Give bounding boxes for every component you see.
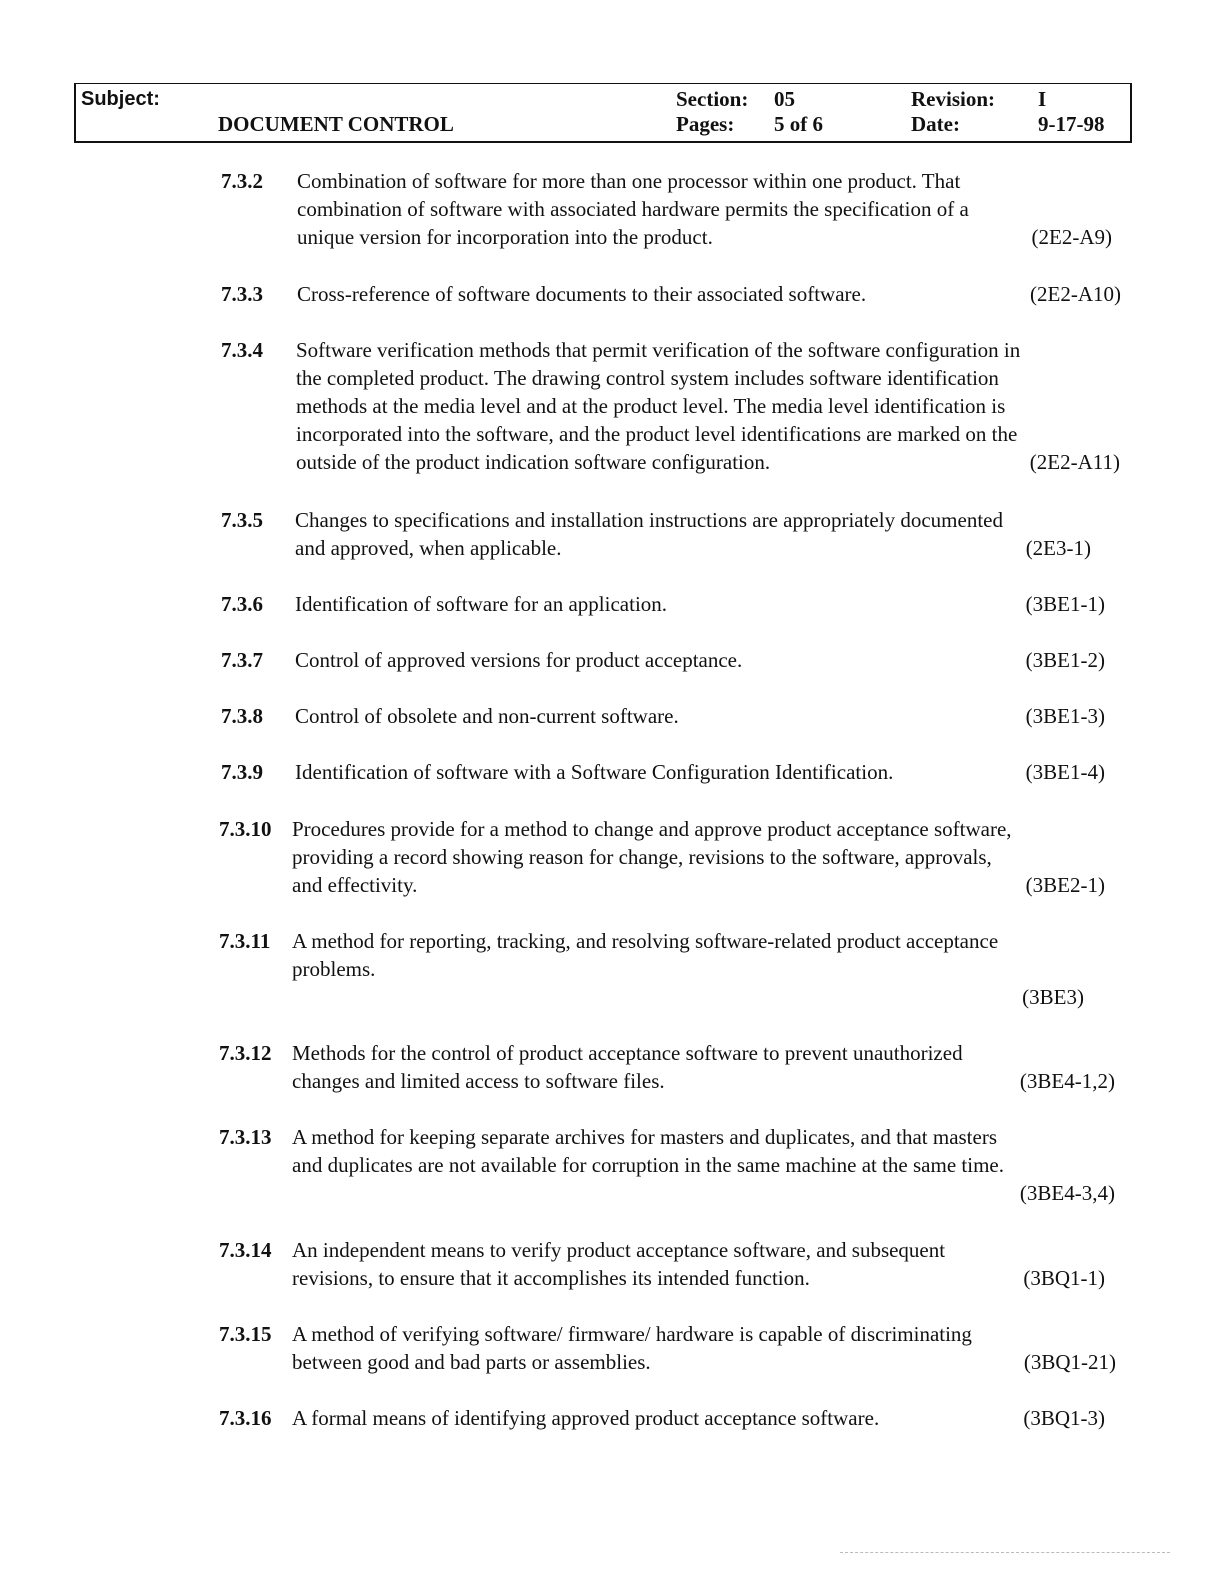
date-value: 9-17-98 xyxy=(1038,112,1105,136)
item-number: 7.3.8 xyxy=(221,704,263,728)
item-reference: (3BE4-1,2) xyxy=(1019,1069,1115,1093)
item-text-line: combination of software with associated hardware permits the specification of a xyxy=(297,197,969,221)
item-text-line: Methods for the control of product acceptance software to prevent unauthorized xyxy=(292,1041,963,1065)
item-text-line: Control of approved versions for product acceptance. xyxy=(295,648,743,672)
item-text xyxy=(297,280,1127,308)
date-label: Date: xyxy=(911,112,960,136)
item-reference: (2E2-A9) xyxy=(1031,225,1112,249)
item-text-line: Changes to specifications and installation instructions are appropriately documented xyxy=(295,508,1003,532)
item-text-line: A method for keeping separate archives for masters and duplicates, and that masters xyxy=(292,1125,998,1149)
item-text-line: Identification of software for an application. xyxy=(295,592,668,616)
item-text-line: Combination of software for more than one processor within one product. That xyxy=(297,169,961,193)
item-text-line: the completed product. The drawing control system includes software identification xyxy=(296,366,999,390)
item-text xyxy=(292,1236,1122,1292)
item-number: 7.3.6 xyxy=(221,592,263,616)
item-reference: (3BE1-2) xyxy=(1025,648,1105,672)
item-text-line: unique version for incorporation into the product. xyxy=(297,225,713,249)
item-text-line: between good and bad parts or assemblies. xyxy=(292,1350,651,1374)
item-reference: (3BQ1-1) xyxy=(1023,1266,1105,1290)
item-text-line: An independent means to verify product acceptance software, and subsequent xyxy=(292,1238,946,1262)
item-text xyxy=(292,1123,1122,1179)
item-reference: (2E2-A10) xyxy=(1030,282,1121,306)
item-text xyxy=(292,815,1122,899)
item-text xyxy=(295,590,1125,618)
item-text-line: Cross-reference of software documents to their associated software. xyxy=(297,282,867,306)
item-text-line: Control of obsolete and non-current software. xyxy=(295,704,679,728)
item-text xyxy=(292,1039,1122,1095)
item-text-line: A method for reporting, tracking, and resolving software-related product acceptance xyxy=(292,929,999,953)
item-text-line: and approved, when applicable. xyxy=(295,536,562,560)
item-reference: (3BE3) xyxy=(1022,985,1084,1009)
item-reference: (2E2-A11) xyxy=(1029,450,1120,474)
scan-artifact-divider xyxy=(840,1552,1170,1553)
section-label: Section: xyxy=(676,87,749,111)
document-header xyxy=(74,83,1132,143)
item-number: 7.3.12 xyxy=(219,1041,272,1065)
item-text-line: outside of the product indication software configuration. xyxy=(296,450,771,474)
item-text xyxy=(295,702,1125,730)
item-text-line: Identification of software with a Software Configuration Identification. xyxy=(295,760,894,784)
subject-label: Subject: xyxy=(81,88,160,110)
item-text-line: and duplicates are not available for corruption in the same machine at the same time. xyxy=(292,1153,1004,1177)
item-number: 7.3.13 xyxy=(219,1125,272,1149)
item-number: 7.3.3 xyxy=(221,282,263,306)
item-reference: (2E3-1) xyxy=(1025,536,1091,560)
item-number: 7.3.5 xyxy=(221,508,263,532)
item-text-line: providing a record showing reason for change, revisions to the software, approvals, xyxy=(292,845,992,869)
item-number: 7.3.11 xyxy=(219,929,271,953)
item-reference: (3BE1-1) xyxy=(1025,592,1105,616)
item-reference: (3BE1-3) xyxy=(1025,704,1105,728)
item-text xyxy=(295,646,1125,674)
item-number: 7.3.2 xyxy=(221,169,263,193)
pages-label: Pages: xyxy=(676,112,735,136)
item-text-line: incorporated into the software, and the product level identifications are marked on the xyxy=(296,422,1018,446)
item-number: 7.3.4 xyxy=(221,338,263,362)
item-number: 7.3.7 xyxy=(221,648,263,672)
item-number: 7.3.14 xyxy=(219,1238,272,1262)
item-number: 7.3.16 xyxy=(219,1406,272,1430)
item-text xyxy=(292,1320,1122,1376)
revision-value: I xyxy=(1038,87,1047,111)
item-text-line: Procedures provide for a method to change and approve product acceptance software, xyxy=(292,817,1012,841)
item-reference: (3BQ1-21) xyxy=(1023,1350,1116,1374)
item-text xyxy=(292,927,1122,983)
item-text-line: A method of verifying software/ firmware/ hardware is capable of discriminating xyxy=(292,1322,972,1346)
item-text-line: and effectivity. xyxy=(292,873,418,897)
item-text xyxy=(292,1404,1122,1432)
item-text-line: Software verification methods that permit verification of the software configuration in xyxy=(296,338,1021,362)
item-number: 7.3.10 xyxy=(219,817,272,841)
item-reference: (3BQ1-3) xyxy=(1023,1406,1105,1430)
section-value: 05 xyxy=(774,87,795,111)
item-number: 7.3.9 xyxy=(221,760,263,784)
item-text xyxy=(297,167,1127,251)
item-reference: (3BE2-1) xyxy=(1025,873,1105,897)
item-text-line: changes and limited access to software files. xyxy=(292,1069,665,1093)
item-reference: (3BE1-4) xyxy=(1025,760,1105,784)
item-text xyxy=(295,758,1125,786)
item-text-line: A formal means of identifying approved product acceptance software. xyxy=(292,1406,880,1430)
revision-label: Revision: xyxy=(911,87,995,111)
item-text xyxy=(295,506,1125,562)
item-text-line: revisions, to ensure that it accomplishes its intended function. xyxy=(292,1266,810,1290)
item-number: 7.3.15 xyxy=(219,1322,272,1346)
pages-value: 5 of 6 xyxy=(774,112,823,136)
item-text xyxy=(296,336,1126,476)
item-text-line: methods at the media level and at the product level. The media level identification is xyxy=(296,394,1006,418)
document-title: DOCUMENT CONTROL xyxy=(218,112,454,136)
item-reference: (3BE4-3,4) xyxy=(1019,1181,1115,1205)
item-text-line: problems. xyxy=(292,957,376,981)
